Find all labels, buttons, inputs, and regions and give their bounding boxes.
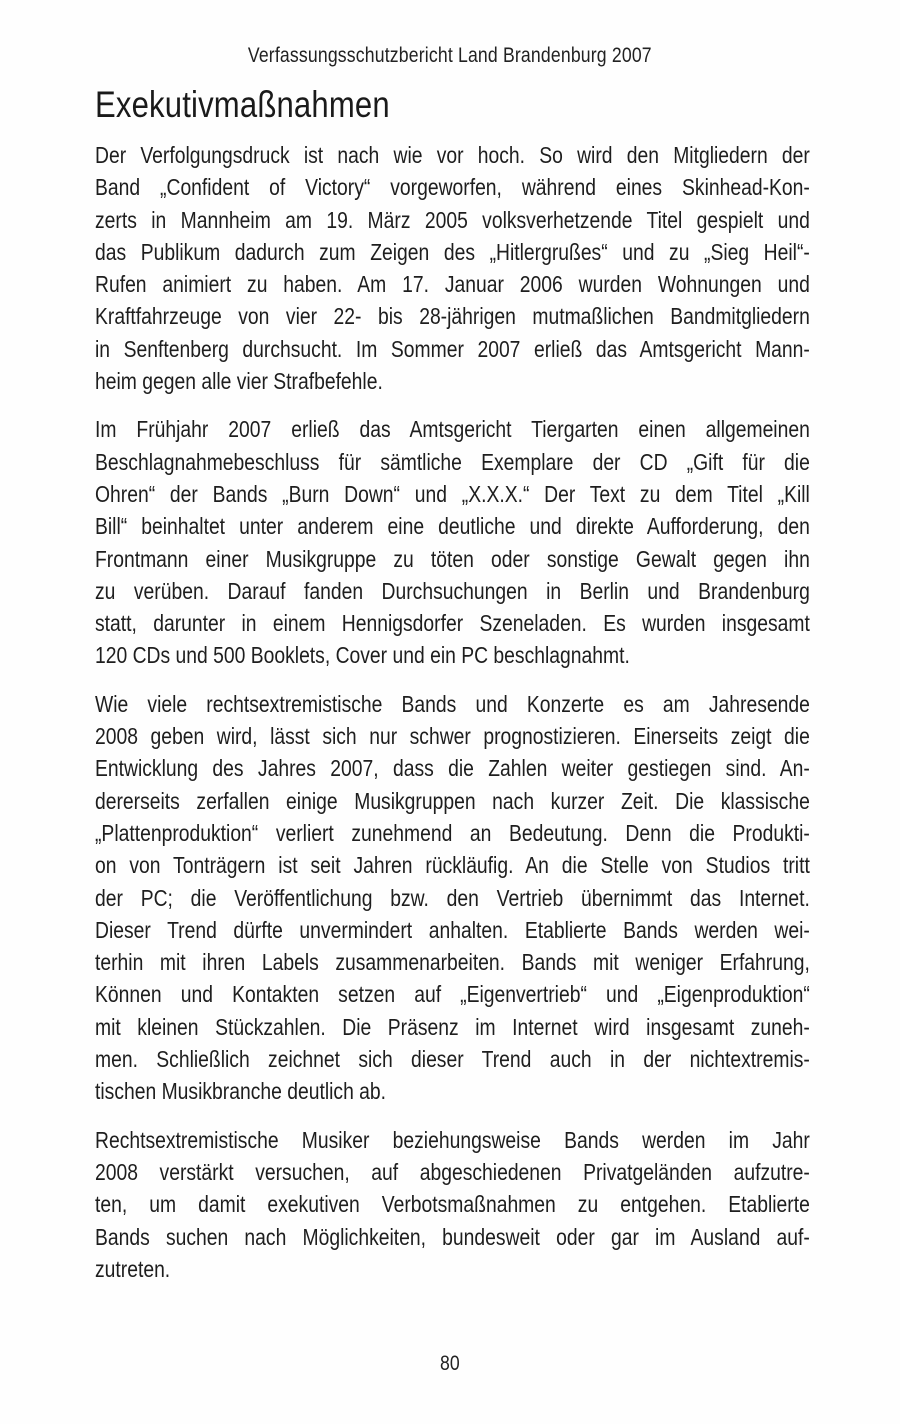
text-line: mit kleinen Stückzahlen. Die Präsenz im Internet wird insgesamt zuneh- [95, 1013, 810, 1040]
text-line: Beschlagnahmebeschluss für sämtliche Exemplare der CD „Gift für die [95, 448, 810, 475]
text-line: heim gegen alle vier Strafbefehle. [95, 368, 383, 395]
text-line: dererseits zerfallen einige Musikgruppen nach kurzer Zeit. Die klassische [95, 787, 810, 814]
section-heading: Exekutivmaßnahmen [95, 84, 390, 125]
text-line: Im Frühjahr 2007 erließ das Amtsgericht Tiergarten einen allgemeinen [95, 416, 810, 443]
text-line: terhin mit ihren Labels zusammenarbeiten. Bands mit weniger Erfahrung, [95, 949, 810, 976]
text-line: Rufen animiert zu haben. Am 17. Januar 2006 wurden Wohnungen und [95, 271, 810, 298]
text-line: zu verüben. Darauf fanden Durchsuchungen in Berlin und Brandenburg [95, 577, 810, 604]
text-line: 120 CDs und 500 Booklets, Cover und ein PC beschlagnahmt. [95, 642, 630, 669]
text-line: Entwicklung des Jahres 2007, dass die Zahlen weiter gestiegen sind. An- [95, 755, 810, 782]
text-line: Bill“ beinhaltet unter anderem eine deutliche und direkte Aufforderung, den [95, 513, 810, 540]
text-line: Kraftfahrzeuge von vier 22- bis 28-jährigen mutmaßlichen Bandmitgliedern [95, 303, 810, 330]
text-line: Ohren“ der Bands „Burn Down“ und „X.X.X.“ Der Text zu dem Titel „Kill [95, 480, 810, 507]
text-line: in Senftenberg durchsucht. Im Sommer 2007 erließ das Amtsgericht Mann- [95, 335, 810, 362]
text-line: Wie viele rechtsextremistische Bands und Konzerte es am Jahresende [95, 690, 810, 717]
text-line: Rechtsextremistische Musiker beziehungsweise Bands werden im Jahr [95, 1126, 810, 1153]
text-line: zutreten. [95, 1255, 171, 1282]
text-line: Band „Confident of Victory“ vorgeworfen, während eines Skinhead-Kon- [95, 174, 810, 201]
text-line: men. Schließlich zeichnet sich dieser Trend auch in der nichtextremis- [95, 1046, 810, 1073]
text-line: „Plattenproduktion“ verliert zunehmend an Bedeutung. Denn die Produkti- [95, 819, 810, 846]
paragraph [95, 413, 810, 671]
body-text [95, 139, 810, 1301]
text-line: on von Tonträgern ist seit Jahren rückläufig. An die Stelle von Studios tritt [95, 852, 810, 879]
text-line: ten, um damit exekutiven Verbotsmaßnahmen zu entgehen. Etablierte [95, 1191, 810, 1218]
page-number: 80 [440, 1352, 460, 1375]
text-line: Können und Kontakten setzen auf „Eigenvertrieb“ und „Eigenproduktion“ [95, 981, 810, 1008]
text-line: tischen Musikbranche deutlich ab. [95, 1078, 387, 1105]
paragraph [95, 688, 810, 1108]
text-line: Frontmann einer Musikgruppe zu töten oder sonstige Gewalt gegen ihn [95, 545, 810, 572]
text-line: zerts in Mannheim am 19. März 2005 volksverhetzende Titel gespielt und [95, 206, 810, 233]
paragraph [95, 139, 810, 397]
text-line: Dieser Trend dürfte unvermindert anhalten. Etablierte Bands werden wei- [95, 916, 810, 943]
text-line: statt, darunter in einem Hennigsdorfer Szeneladen. Es wurden insgesamt [95, 610, 810, 637]
text-line: Bands suchen nach Möglichkeiten, bundesweit oder gar im Ausland auf- [95, 1223, 810, 1250]
text-line: Der Verfolgungsdruck ist nach wie vor hoch. So wird den Mitgliedern der [95, 142, 810, 168]
text-line: der PC; die Veröffentlichung bzw. den Vertrieb übernimmt das Internet. [95, 884, 810, 911]
text-line: 2008 verstärkt versuchen, auf abgeschiedenen Privatgeländen aufzutre- [95, 1158, 810, 1185]
running-header: Verfassungsschutzbericht Land Brandenburg 2007 [247, 44, 652, 67]
text-line: 2008 geben wird, lässt sich nur schwer prognostizieren. Einerseits zeigt die [95, 723, 810, 750]
text-line: das Publikum dadurch zum Zeigen des „Hitlergrußes“ und zu „Sieg Heil“- [95, 238, 810, 265]
paragraph [95, 1124, 810, 1285]
